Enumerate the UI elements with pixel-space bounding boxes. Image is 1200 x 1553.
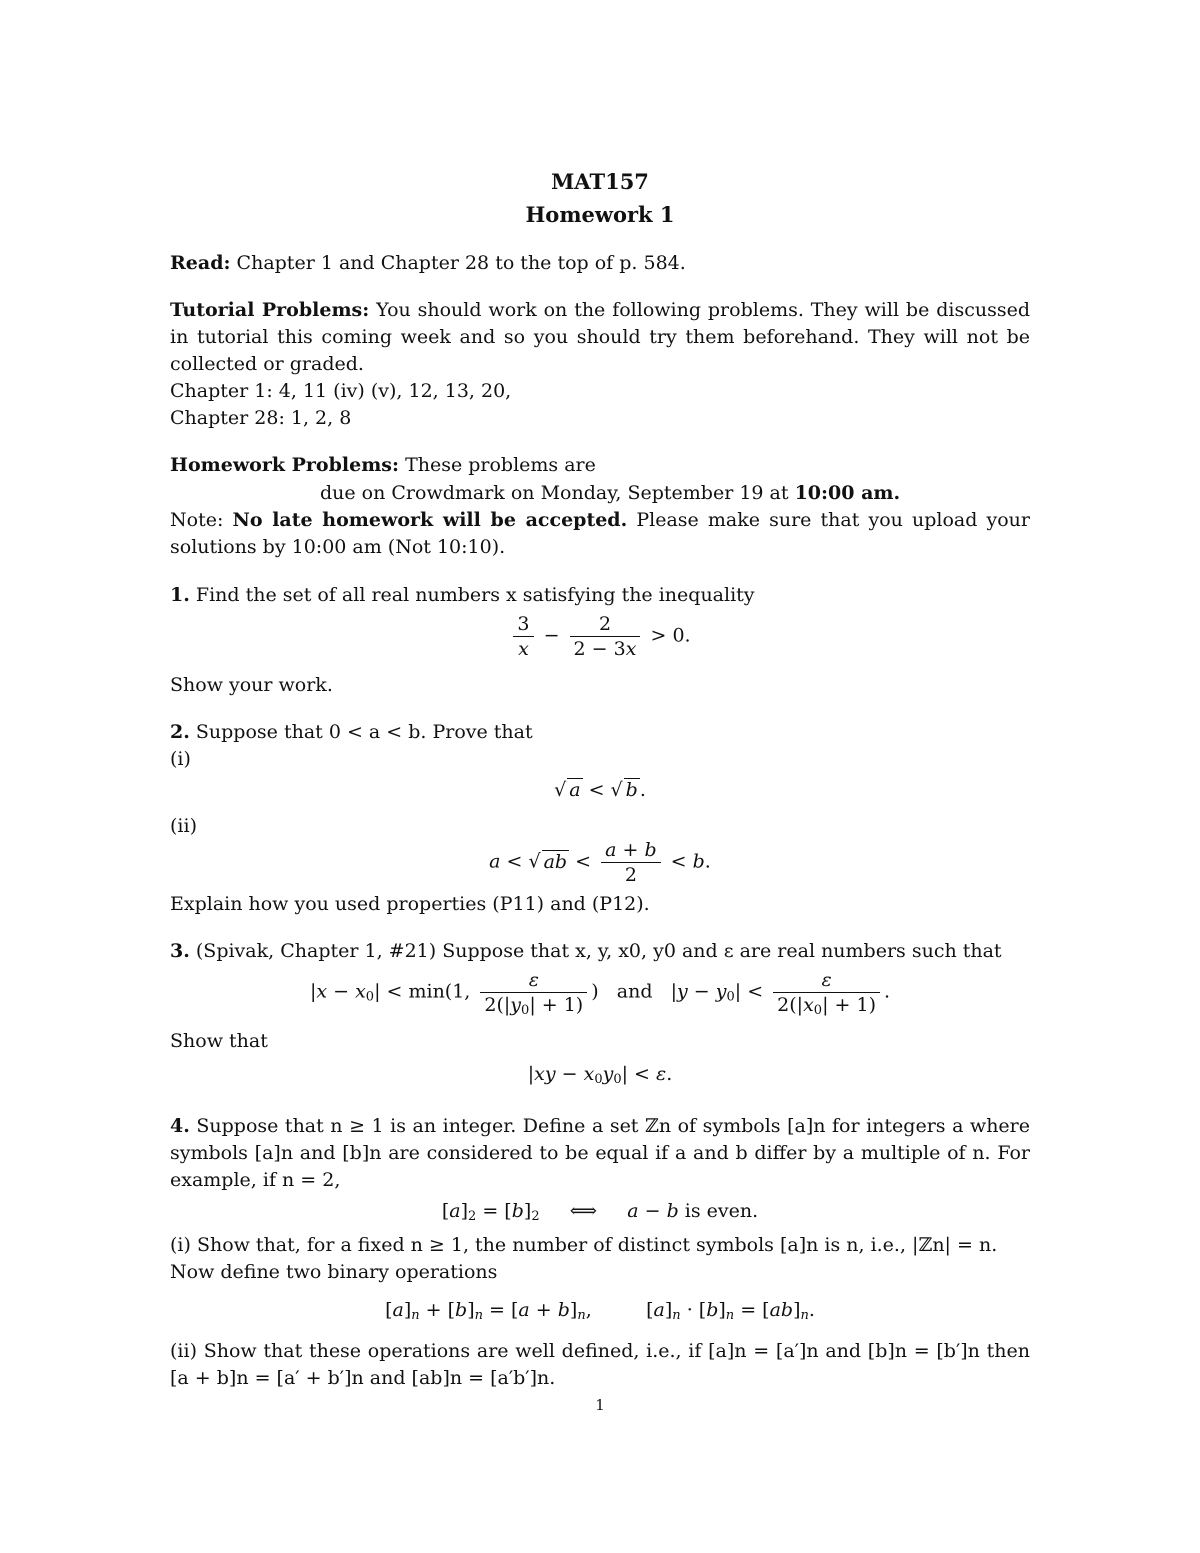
note-prefix: Note:: [170, 509, 224, 531]
problem-1-text: Find the set of all real numbers x satisfying the inequality: [195, 584, 755, 606]
problem-1-after: Show your work.: [170, 674, 333, 696]
problem-4-number: 4.: [170, 1115, 190, 1137]
problem-3-show: Show that: [170, 1030, 268, 1052]
tutorial-section: [170, 297, 1030, 378]
problem-4-part-ii: (ii) Show that these operations are well defined, i.e., if [a]n = [a′]n and [b]n = [b′]n then [a + b]n = [a′ + b′]n and [ab]n = [a′b′]n.: [170, 1340, 1030, 1389]
due-prefix: due on Crowdmark on Monday, September 19 at: [320, 482, 789, 504]
due-time: 10:00 am.: [794, 482, 901, 504]
problem-2-number: 2.: [170, 721, 190, 743]
tutorial-chapter-28: Chapter 28: 1, 2, 8: [170, 407, 352, 429]
problem-3: [170, 938, 1030, 965]
problem-4-part-i: (i) Show that, for a fixed n ≥ 1, the number of distinct symbols [a]n is n, i.e., |ℤn| = n.: [170, 1234, 998, 1256]
problem-4-text: Suppose that n ≥ 1 is an integer. Define a set ℤn of symbols [a]n for integers a where symbols [a]n and [b]n are considered to be equal if a and b differ by a multiple of n. For example, if n = 2,: [170, 1115, 1031, 1191]
problem-2-sqrt-inequality: √ a < √ b .: [554, 779, 646, 801]
tutorial-label: Tutorial Problems:: [170, 299, 370, 321]
page-number: 1: [595, 1396, 605, 1414]
problem-1: [170, 582, 1030, 609]
problem-2-part-i: (i): [170, 748, 191, 770]
read-text: Chapter 1 and Chapter 28 to the top of p. 584.: [236, 252, 686, 274]
tutorial-text: You should work on the following problems. They will be discussed in tutorial this coming week and so you should try them beforehand. They will not be collected or graded.: [170, 299, 1031, 375]
problem-3-text: (Spivak, Chapter 1, #21) Suppose that x, y, x0, y0 and ε are real numbers such that: [195, 940, 1002, 962]
and-word: and: [616, 980, 653, 1003]
homework-section: [170, 452, 1030, 479]
problem-3-hypothesis: $|x - x_0| < \min(1$, $\frac{\varepsilon}{2(|y_0| + 1)}$ ) and $|y - y_0|$ < $\frac{\varepsilon}{2(|x_0| + 1)}$ .: [309, 969, 891, 1018]
homework-text: These problems are: [405, 454, 596, 476]
problem-2-mean-inequality: a < √ ab < $\frac{a + b}{2}$ < b.: [489, 839, 711, 886]
problem-4: [170, 1113, 1030, 1194]
problem-1-inequality: $\frac{3}{x}$ − $\frac{2}{2 - 3x}$ > 0.: [0, 612, 1200, 661]
tutorial-chapter-1: Chapter 1: 4, 11 (iv) (v), 12, 13, 20,: [170, 380, 512, 402]
problem-1-number: 1.: [170, 584, 190, 606]
problem-3-conclusion: $|xy - x_0y_0| < \varepsilon$.: [527, 1063, 673, 1087]
read-label: Read:: [170, 252, 231, 274]
problem-2-after: Explain how you used properties (P11) and (P12).: [170, 893, 650, 915]
page-subtitle: Homework 1: [525, 202, 675, 227]
homework-note: [170, 507, 1030, 561]
read-section: [170, 250, 1030, 277]
problem-4-operations: $[a]_n + [b]_n = [a + b]_n$, $[a]_n \cdot [b]_n = [ab]_n$.: [385, 1299, 815, 1323]
problem-2: [170, 719, 1030, 746]
problem-2-text: Suppose that 0 < a < b. Prove that: [195, 721, 533, 743]
note-bold: No late homework will be accepted.: [232, 509, 628, 531]
page-title: MAT157: [551, 169, 649, 194]
even-word: is even.: [684, 1200, 759, 1222]
homework-due: [170, 480, 1030, 507]
problem-3-number: 3.: [170, 940, 190, 962]
note-rest: Please make sure that you upload your solutions by 10:00 am (Not 10:10).: [170, 509, 1030, 558]
problem-2-part-ii: (ii): [170, 815, 197, 837]
problem-4-example: $[a]_2 = [b]_2$ ⟺ a − b is even.: [441, 1200, 759, 1224]
problem-4-binary: Now define two binary operations: [170, 1261, 498, 1283]
homework-label: Homework Problems:: [170, 454, 400, 476]
